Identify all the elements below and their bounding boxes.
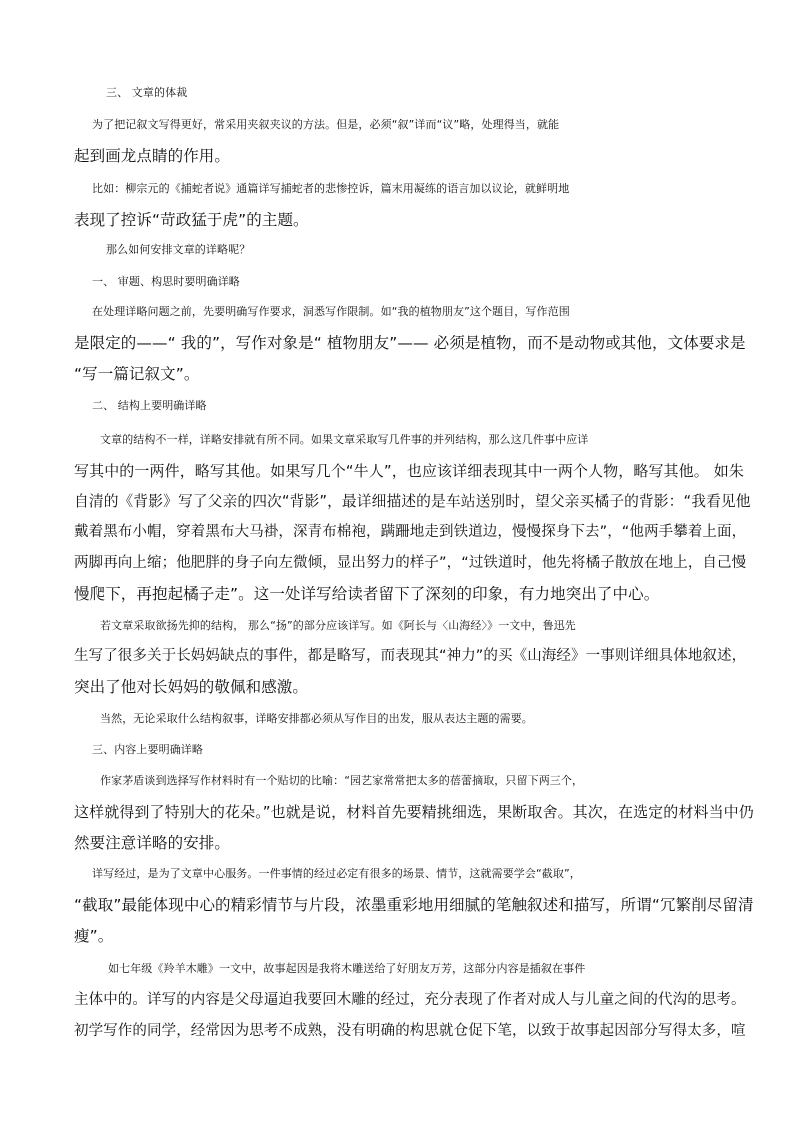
paragraph-line: 表现了控诉“苛政猛于虎”的主题。	[74, 211, 309, 229]
section-heading: 一、 审题、构思时要明确详略	[92, 275, 240, 288]
paragraph-line: 是限定的——“ 我的”，写作对象是“ 植物朋友”—— 必须是植物，而不是动物或其他，文体要求是	[74, 334, 746, 352]
paragraph-line: 主体中的。详写的内容是父母逼迫我要回木雕的经过，充分表现了作者对成人与儿童之间的代沟的思考。	[74, 992, 746, 1008]
section-heading: 三、内容上要明确详略	[92, 743, 203, 756]
paragraph-line: 戴着黑布小帽，穿着黑布大马褂，深青布棉袍，蹒跚地走到铁道边，慢慢探身下去”，“他两手攀着上面，	[74, 524, 747, 540]
paragraph-line: 初学写作的同学，经常因为思考不成熟，没有明确的构思就仓促下笔，以致于故事起因部分写得太多，喧	[74, 1023, 746, 1039]
paragraph-line: 比如：柳宗元的《捕蛇者说》通篇详写捕蛇者的悲惨控诉，篇末用凝练的语言加以议论，就鲜明地	[92, 182, 570, 195]
paragraph-line: 慢爬下，再抱起橘子走”。这一处详写给读者留下了深刻的印象，有力地突出了中心。	[74, 585, 660, 603]
paragraph-line: 自清的《背影》写了父亲的四次“背影”，最详细描述的是车站送别时，望父亲买橘子的背影：“我看见他	[74, 493, 751, 510]
paragraph-line: “截取”最能体现中心的精彩情节与片段，浓墨重彩地用细腻的笔触叙述和描写，所谓“冗繁削尽留清	[74, 896, 754, 914]
paragraph-line: 然要注意详略的安排。	[74, 834, 231, 852]
paragraph-line: 那么如何安排文章的详略呢？	[106, 243, 251, 256]
paragraph-line: 写其中的一两件，略写其他。如果写几个“牛人”，也应该详细表现其中一两个人物，略写其他。 如朱	[74, 462, 744, 480]
paragraph-line: 突出了他对长妈妈的敬佩和感激。	[74, 678, 309, 696]
paragraph-line: 两脚再向上缩；他肥胖的身子向左微倾，显出努力的样子”，“过铁道时，他先将橘子散放在地上，自己慢	[74, 555, 747, 571]
paragraph-line: 生写了很多关于长妈妈缺点的事件，都是略写，而表现其“神力”的买《山海经》一事则详细具体地叙述，	[74, 648, 747, 664]
paragraph-line: 在处理详略问题之前，先要明确写作要求，洞悉写作限制。如“我的植物朋友”这个题目，写作范围	[92, 305, 570, 318]
paragraph-line: “写一篇记叙文”。	[74, 365, 200, 383]
section-heading: 二、 结构上要明确详略	[92, 399, 207, 412]
paragraph-line: 若文章采取欲扬先抑的结构， 那么“扬”的部分应该详写。如《阿长与〈山海经〉》一文中，鲁迅先	[100, 619, 576, 632]
paragraph-line: 这样就得到了特别大的花朵。”也就是说，材料首先要精挑细选，果断取舍。其次，在选定的材料当中仍	[74, 803, 754, 821]
paragraph-line: 起到画龙点睛的作用。	[74, 147, 231, 165]
paragraph-line: 瘦”。	[74, 927, 114, 945]
paragraph-line: 作家茅盾谈到选择写作材料时有一个贴切的比喻：“园艺家常常把太多的蓓蕾摘取，只留下两三个，	[100, 774, 584, 787]
section-heading: 三、 文章的体裁	[106, 86, 188, 99]
paragraph-line: 为了把记叙文写得更好，常采用夹叙夹议的方法。但是，必须“叙”详而“议”略，处理得当，就能	[92, 118, 560, 131]
paragraph-line: 文章的结构不一样，详略安排就有所不同。如果文章采取写几件事的并列结构，那么这几件事中应详	[100, 433, 589, 446]
paragraph-line: 当然，无论采取什么结构叙事，详略安排都必须从写作目的出发，服从表达主题的需要。	[100, 712, 533, 725]
paragraph-line: 详写经过，是为了文章中心服务。一件事情的经过必定有很多的场景、情节，这就需要学会“截取”，	[92, 867, 581, 880]
paragraph-line: 如七年级《羚羊木雕》一文中，故事起因是我将木雕送给了好朋友万芳，这部分内容是插叙在事件	[108, 962, 586, 975]
